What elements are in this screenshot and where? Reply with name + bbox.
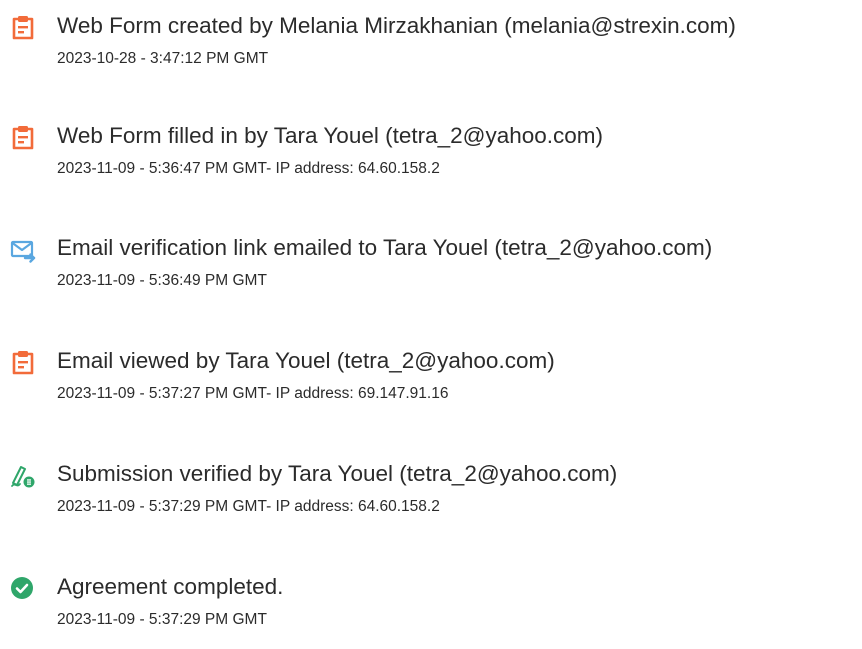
- event-timestamp: 2023-11-09 - 5:37:29 PM GMT- IP address: 64.60.158.2: [57, 498, 440, 515]
- event-timestamp: 2023-10-28 - 3:47:12 PM GMT: [57, 50, 269, 67]
- history-event-verified: [0, 463, 862, 533]
- history-event-email-viewed: [0, 350, 862, 420]
- event-title: Agreement completed.: [57, 574, 284, 599]
- history-event-email-verification: [0, 237, 862, 307]
- event-timestamp: 2023-11-09 - 5:37:29 PM GMT: [57, 611, 267, 628]
- email-send-icon: [10, 237, 36, 263]
- history-event-completed: [0, 576, 862, 646]
- history-event-created: [0, 15, 862, 85]
- event-title: Submission verified by Tara Youel (tetra_2@yahoo.com): [57, 461, 618, 486]
- document-icon: [10, 15, 36, 41]
- checkmark-circle-icon: [10, 576, 36, 602]
- event-timestamp: 2023-11-09 - 5:36:47 PM GMT- IP address: 64.60.158.2: [57, 160, 440, 177]
- event-title: Web Form created by Melania Mirzakhanian (melania@strexin.com): [57, 13, 736, 38]
- event-title: Email viewed by Tara Youel (tetra_2@yahoo.com): [57, 348, 555, 373]
- event-timestamp: 2023-11-09 - 5:37:27 PM GMT- IP address: 69.147.91.16: [57, 385, 449, 402]
- event-title: Web Form filled in by Tara Youel (tetra_2@yahoo.com): [57, 123, 604, 148]
- event-timestamp: 2023-11-09 - 5:36:49 PM GMT: [57, 272, 267, 289]
- history-event-filled: [0, 125, 862, 195]
- signature-verified-icon: [10, 463, 36, 489]
- document-icon: [10, 350, 36, 376]
- event-title: Email verification link emailed to Tara Youel (tetra_2@yahoo.com): [57, 235, 713, 260]
- document-icon: [10, 125, 36, 151]
